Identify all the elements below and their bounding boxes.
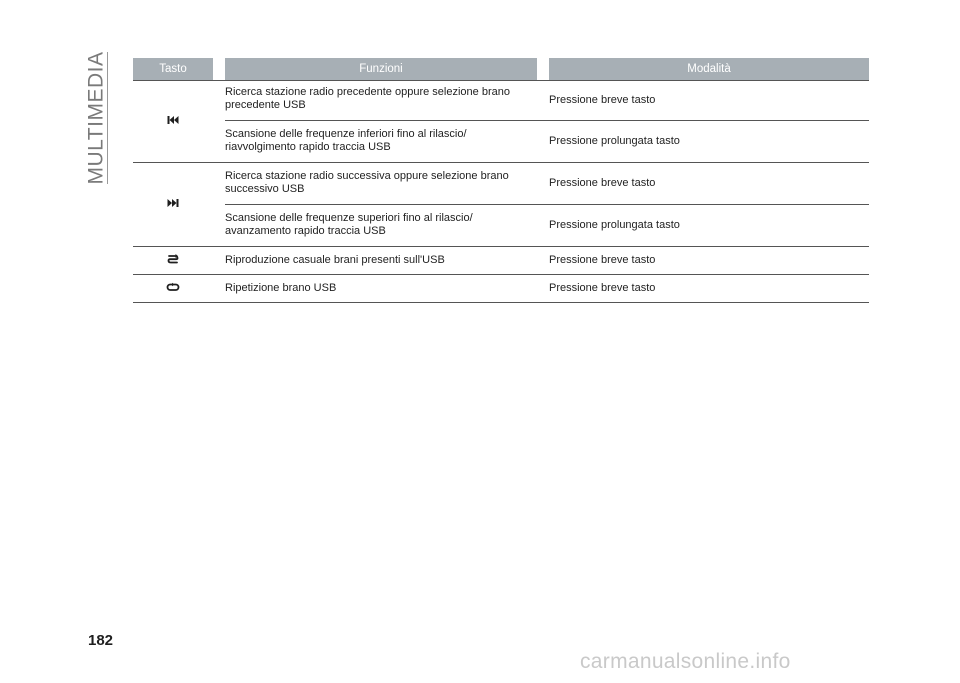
section-divider — [107, 52, 108, 184]
skip-previous-icon — [166, 113, 180, 127]
section-tab — [84, 52, 108, 184]
table-row — [133, 204, 869, 246]
mode-text: Pressione prolungata tasto — [549, 120, 869, 162]
section-title: MULTIMEDIA — [84, 51, 108, 185]
function-text: Scansione delle frequenze superiori fino al rilascio/ avanzamento rapido traccia USB — [225, 204, 537, 246]
table-row — [133, 162, 869, 204]
function-text: Ricerca stazione radio precedente oppure selezione brano precedente USB — [225, 80, 537, 120]
functions-table — [133, 58, 869, 303]
key-cell — [133, 162, 213, 246]
function-text: Scansione delle frequenze inferiori fino al rilascio/ riavvolgimento rapido traccia USB — [225, 120, 537, 162]
key-cell — [133, 274, 213, 303]
header-mode: Modalità — [549, 58, 869, 80]
function-text: Ripetizione brano USB — [225, 274, 537, 303]
page-number: 182 — [88, 632, 114, 649]
key-cell — [133, 246, 213, 274]
repeat-icon — [166, 280, 180, 294]
table-row — [133, 246, 869, 274]
table-row — [133, 274, 869, 303]
shuffle-icon — [166, 252, 180, 266]
table-header-row — [133, 58, 869, 80]
mode-text: Pressione breve tasto — [549, 80, 869, 120]
key-cell — [133, 80, 213, 162]
table-row — [133, 80, 869, 120]
header-function: Funzioni — [225, 58, 537, 80]
skip-next-icon — [166, 196, 180, 210]
mode-text: Pressione prolungata tasto — [549, 204, 869, 246]
mode-text: Pressione breve tasto — [549, 246, 869, 274]
table-row — [133, 120, 869, 162]
function-text: Ricerca stazione radio successiva oppure selezione brano successivo USB — [225, 162, 537, 204]
mode-text: Pressione breve tasto — [549, 162, 869, 204]
watermark: carmanualsonline.info — [580, 650, 791, 673]
header-key: Tasto — [133, 58, 213, 80]
function-text: Riproduzione casuale brani presenti sull'USB — [225, 246, 537, 274]
mode-text: Pressione breve tasto — [549, 274, 869, 303]
